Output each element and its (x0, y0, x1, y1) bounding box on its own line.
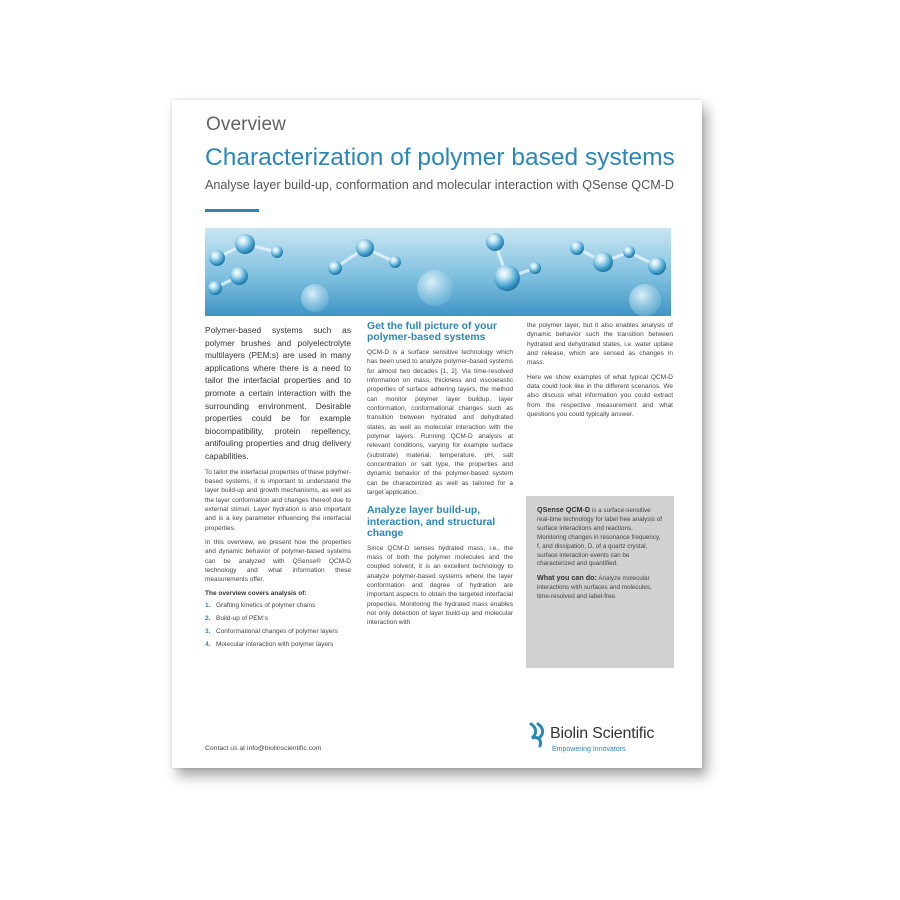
lead-paragraph: Polymer-based systems such as polymer brushes and polyelectrolyte multilayers (PEM:s) are used in many applications where there is a need to tailor the interfacial properties and to promote a certain interaction with the surrounding environment. Desirable properties could be for example biocompatibility, protein repellency, antifouling properties and drug delivery capabilities. (205, 325, 351, 461)
middle-paragraph-2: Since QCM-D senses hydrated mass, i.e., the mass of both the polymer molecules and the coupled solvent, it is an excellent technology to analyze polymer-based systems where the layer conformation and degree of hydration are important aspects to obtain the targeted interfacial properties. Monitoring the hydrated mass enables not only detection of layer build-up and molecular interaction with (367, 544, 513, 627)
hero-molecule-image (205, 228, 671, 316)
info-box-what-you-can-do: What you can do: Analyze molecular interactions with surfaces and molecules, time-resolved and label-free. (537, 573, 652, 601)
page-title: Characterization of polymer based systems (205, 144, 675, 171)
intro-paragraph-2: In this overview, we present how the properties and dynamic behavior of polymer-based systems can be analyzed with QSense® QCM-D technology and what information these measurements offer. (205, 538, 351, 584)
molecule-illustration (205, 228, 671, 316)
list-item: 1. Grafting kinetics of polymer chains (205, 601, 316, 609)
intro-paragraph-1: To tailor the interfacial properties of these polymer-based systems, it is important to understand the layer build-up and growth mechanisms, as well as the layer conformation and changes thereof due to external stimuli. Layer hydration is also important and is a key parameter influencing the interfacial properties. (205, 468, 351, 532)
analysis-list (205, 601, 351, 650)
list-item: 2. Build-up of PEM:s (205, 614, 269, 622)
eyebrow-label: Overview (206, 114, 286, 135)
biolin-logo-icon (528, 722, 550, 748)
title-underline (205, 209, 259, 212)
biolin-logo (528, 720, 678, 760)
right-column (527, 321, 673, 424)
logo-name: Biolin Scientific (550, 725, 655, 742)
middle-column (367, 321, 513, 633)
list-item: 4. Molecular interaction with polymer layers (205, 641, 334, 649)
logo-tagline: Empowering Innovators (552, 746, 626, 753)
info-box-description: QSense QCM-D is a surface-sensitive real-time technology for label free analysis of surface interactions and reactions. Monitoring changes in resonance frequency, f, and dissipation, D, of a quartz crystal, surface interaction events can be characterized and quantified. (537, 505, 662, 568)
list-heading: The overview covers analysis of: (205, 589, 307, 597)
document-page (172, 100, 702, 768)
qsense-info-box (526, 496, 674, 668)
middle-paragraph-1: QCM-D is a surface sensitive technology which has been used to analyze polymer-based systems for almost two decades [1, 2]. Via time-resolved information on mass, thickness and viscoelastic properties of surface adhering layers, the method can monitor polymer layer buildup, layer conformation, conformational changes such as transition between hydrated and dehydrated states, as well as molecular interaction with the polymer layers. Running QCM-D analysis at relevant conditions, varying for example surface (substrate) material, temperature, pH, salt concentration or salt type, the properties and dynamic behavior of the polymer-based system can be characterized as well as tailored for a target application. (367, 348, 513, 496)
list-item: 3. Conformational changes of polymer layers (205, 628, 338, 636)
contact-line: Contact us at info@biolinscientific.com (205, 745, 322, 752)
page-subtitle: Analyse layer build-up, conformation and molecular interaction with QSense QCM-D (205, 178, 674, 192)
right-paragraph-1: the polymer layer, but it also enables analysis of dynamic behavior such the transition between hydrated and dehydrated states, i.e. water uptake and release, which are sensed as changes in mass. (527, 322, 673, 367)
intro-column (205, 324, 351, 653)
section-heading-full-picture: Get the full picture of your polymer-based systems (367, 321, 497, 344)
right-paragraph-2: Here we show examples of what typical QCM-D data could look like in the different scenarios. We also discuss what information you could extract from the respective measurement and what questions you could typically answer. (527, 373, 673, 419)
section-heading-analyze: Analyze layer build-up, interaction, and structural change (367, 505, 496, 540)
